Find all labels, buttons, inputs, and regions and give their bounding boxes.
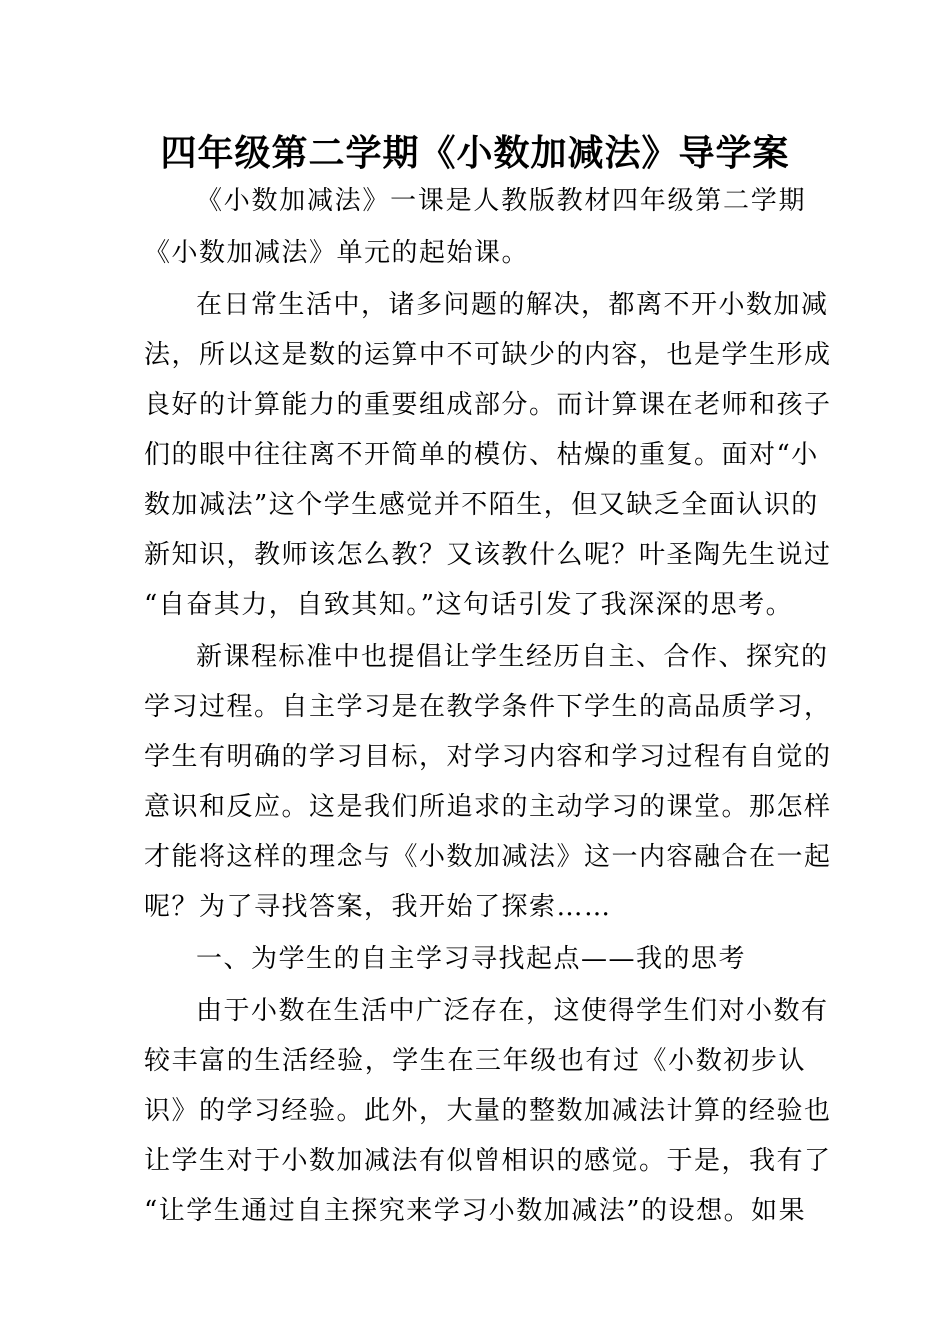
paragraph-line: “让学生通过自主探究来学习小数加减法”的设想。如果 <box>144 1196 807 1226</box>
paragraph-line: 才能将这样的理念与《小数加减法》这一内容融合在一起 <box>144 842 832 872</box>
paragraph-line: 法，所以这是数的运算中不可缺少的内容，也是学生形成 <box>144 340 832 370</box>
document-title: 四年级第二学期《小数加减法》导学案 <box>160 132 790 174</box>
paragraph-line: 《小数加减法》单元的起始课。 <box>144 238 530 268</box>
paragraph-line: 学习过程。自主学习是在教学条件下学生的高品质学习， <box>144 692 832 722</box>
paragraph-line: 较丰富的生活经验，学生在三年级也有过《小数初步认 <box>144 1046 806 1076</box>
paragraph-line: 意识和反应。这是我们所追求的主动学习的课堂。那怎样 <box>144 792 832 822</box>
paragraph-line: 由于小数在生活中广泛存在，这使得学生们对小数有 <box>196 996 829 1026</box>
paragraph-line: 让学生对于小数加减法有似曾相识的感觉。于是，我有了 <box>144 1146 832 1176</box>
paragraph-line: 呢？为了寻找答案，我开始了探索…… <box>144 892 612 922</box>
paragraph-line: 数加减法”这个学生感觉并不陌生，但又缺乏全面认识的 <box>144 490 819 520</box>
paragraph-line: 识》的学习经验。此外，大量的整数加减法计算的经验也 <box>144 1096 832 1126</box>
paragraph-line: 《小数加减法》一课是人教版教材四年级第二学期 <box>196 186 806 216</box>
paragraph-line: 新知识，教师该怎么教？又该教什么呢？叶圣陶先生说过 <box>144 540 832 570</box>
paragraph-line: 良好的计算能力的重要组成部分。而计算课在老师和孩子 <box>144 390 832 420</box>
section-heading: 一、为学生的自主学习寻找起点——我的思考 <box>196 944 747 974</box>
paragraph-line: 们的眼中往往离不开简单的模仿、枯燥的重复。面对“小 <box>144 440 819 470</box>
paragraph-line: 学生有明确的学习目标，对学习内容和学习过程有自觉的 <box>144 742 832 772</box>
paragraph-line: 新课程标准中也提倡让学生经历自主、合作、探究的 <box>196 642 829 672</box>
paragraph-line: “自奋其力，自致其知。”这句话引发了我深深的思考。 <box>144 590 794 620</box>
paragraph-line: 在日常生活中，诸多问题的解决，都离不开小数加减 <box>196 290 829 320</box>
